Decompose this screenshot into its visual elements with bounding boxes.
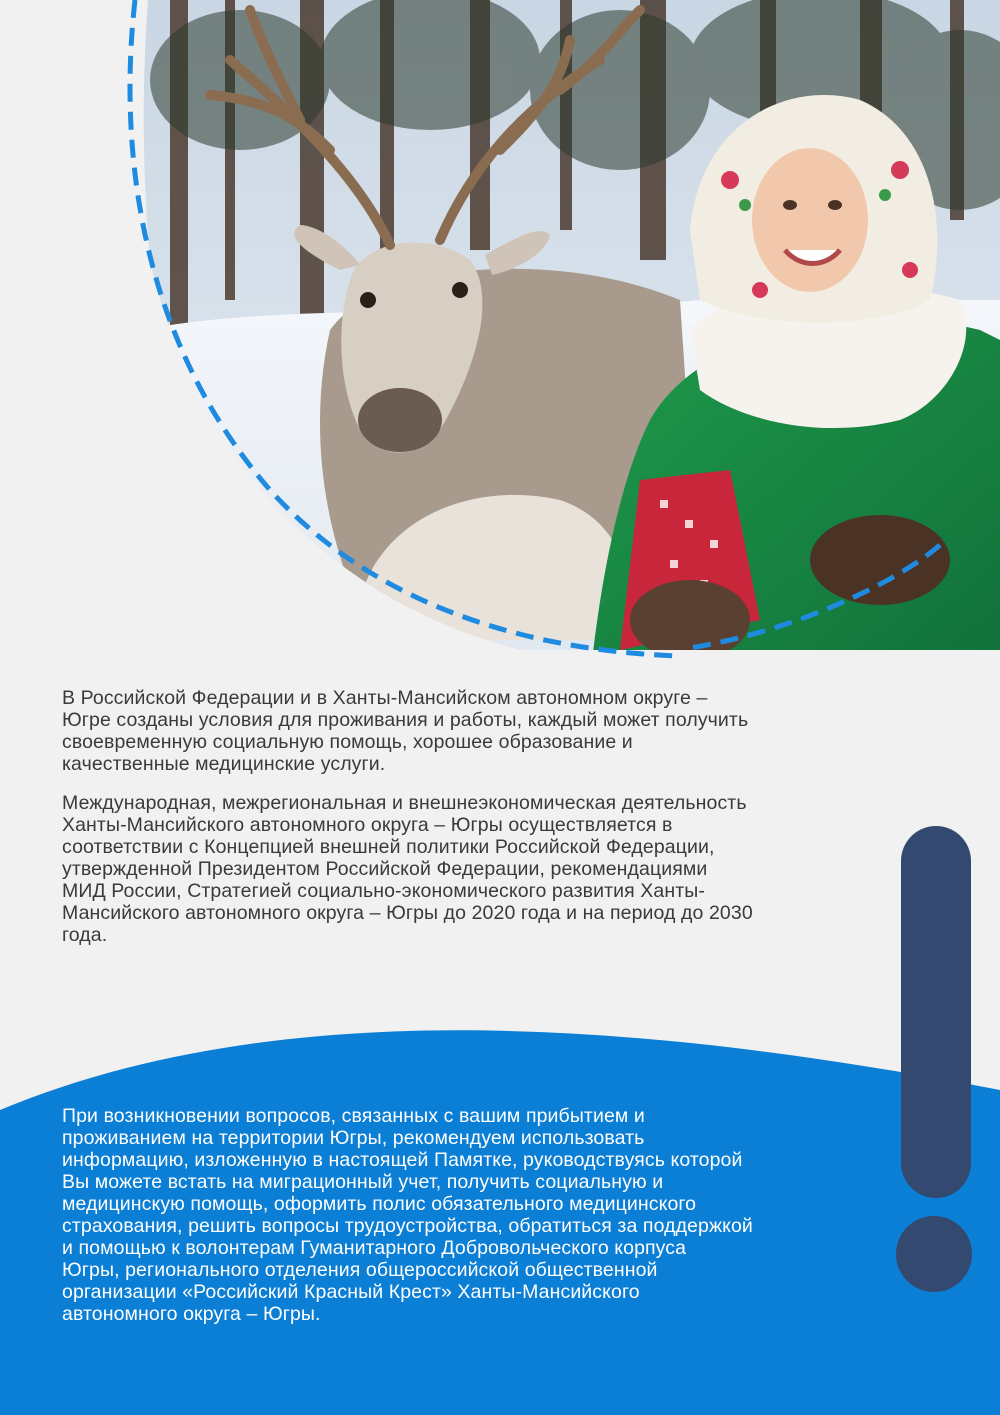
- exclamation-bar-icon: [901, 826, 971, 1198]
- exclamation-dot-icon: [896, 1216, 972, 1292]
- contact-paragraph: При возникновении вопросов, связанных с вашим прибытием и проживанием на территории Югры, рекомендуем использовать информацию, изложенную в настоящей Памятке, руководствуясь которой Вы можете встать на миграционный учет, получить социальную и медицинскую помощь, оформить полис обязательного медицинского страхования, решить вопросы трудоустройства, обратиться за поддержкой и помощью к волонтерам Гуманитарного Добровольческого корпуса Югры, регионального отделения общероссийской общественной организации «Российский Красный Крест» Ханты-Мансийского автономного округа – Югры.: [62, 1105, 753, 1325]
- hero-photo: [0, 0, 1000, 680]
- hero-photo-content: [140, 0, 1000, 680]
- activity-paragraph: Международная, межрегиональная и внешнеэкономическая деятельность Ханты-Мансийского автономного округа – Югры осуществляется в соответствии с Концепцией внешней политики Российской Федерации, утвержденной Президентом Российской Федерации, рекомендациями МИД России, Стратегией социально-экономического развития Ханты- Мансийского автономного округа – Югры до 2020 года и на период до 2030 года.: [62, 792, 753, 946]
- intro-paragraph: В Российской Федерации и в Ханты-Мансийском автономном округе – Югре созданы условия для проживания и работы, каждый может получить своевременную социальную помощь, хорошее образование и качественные медицинские услуги.: [62, 687, 749, 775]
